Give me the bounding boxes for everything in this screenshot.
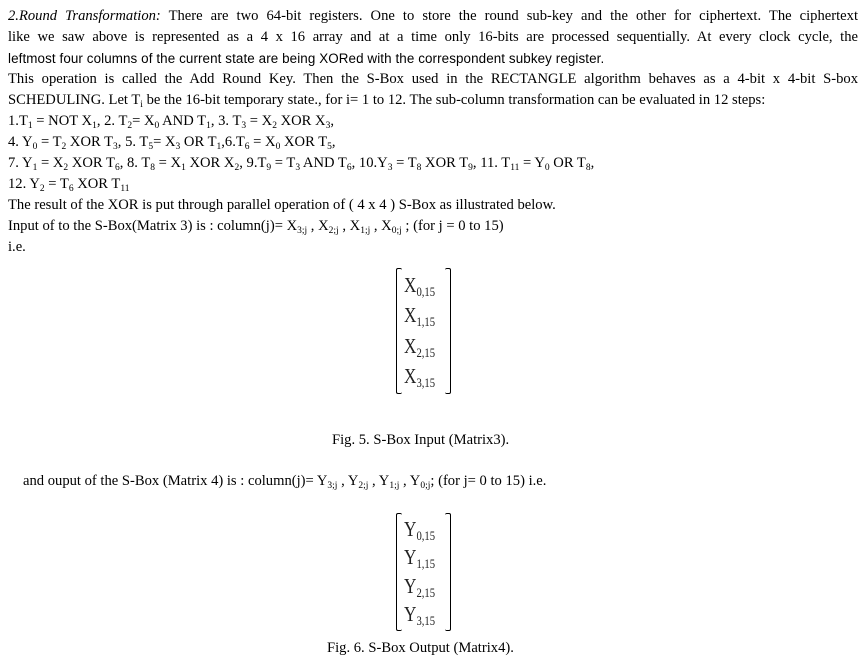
text-run: OR T [180, 134, 217, 150]
matrix-entry-symbol: Y [404, 545, 417, 570]
subscript: 0 [544, 163, 550, 173]
para2-line-2-b: be the 16-bit temporary state., for i= 1 to 12. The sub-column transformation can be evaluated in 12 steps: [142, 92, 766, 108]
text-run: = T [44, 176, 69, 192]
steps-row-3 [8, 153, 594, 174]
text-run: 1.T [8, 113, 28, 129]
text-run: XOR T [421, 155, 469, 171]
text-run: , X [370, 218, 392, 234]
text-run: = X [132, 113, 155, 129]
para1-line-3: leftmost four columns of the current state are being XORed with the correspondent subkey register. [8, 51, 605, 66]
subscript: 1 [27, 121, 33, 131]
text-run: and ouput of the S-Box (Matrix 4) is : column(j)= Y [23, 473, 328, 489]
subscript: 0 [154, 121, 160, 131]
matrix-entry-index: 3,15 [416, 613, 436, 629]
text-run: = T [37, 134, 62, 150]
matrix-entry [404, 573, 435, 600]
text-run: XOR X [276, 113, 326, 129]
text-run: = NOT X [32, 113, 93, 129]
text-run: XOR T [66, 134, 114, 150]
subscript: 3;j [297, 226, 308, 236]
matrix-entry-symbol: X [404, 364, 417, 389]
matrix-entry-symbol: Y [404, 573, 417, 598]
subscript: 2 [61, 142, 67, 152]
text-run: = X [37, 155, 64, 171]
text-run: XOR T [280, 134, 328, 150]
subscript: 2 [234, 163, 240, 173]
para1-line-1 [8, 6, 858, 27]
text-run: ; (for j= 0 to 15) i.e. [430, 473, 547, 489]
text-run: , 11. T [472, 155, 511, 171]
text-run: AND T [300, 155, 347, 171]
text-run: 4. Y [8, 134, 33, 150]
text-run: , [330, 113, 334, 129]
matrix-entry-symbol: X [404, 272, 417, 297]
matrix-entry-index: 3,15 [416, 375, 436, 391]
matrix-entry-symbol: X [404, 303, 417, 328]
subscript: 5 [148, 142, 154, 152]
text-run: XOR X [185, 155, 235, 171]
input-line [8, 216, 504, 237]
subscript: 3 [241, 121, 247, 131]
steps-row-4 [8, 174, 130, 195]
matrix-entry-index: 1,15 [416, 556, 436, 572]
subscript: 2 [127, 121, 133, 131]
text-run: = Y [519, 155, 545, 171]
subscript: 1 [181, 163, 186, 173]
text-run: XOR T [73, 176, 121, 192]
matrix-entry [404, 601, 435, 628]
output-line [23, 471, 546, 492]
right-bracket [445, 513, 451, 631]
text-run: , 3. T [210, 113, 242, 129]
steps-row-2 [8, 132, 336, 153]
text-run: AND T [159, 113, 207, 129]
subscript: i [140, 100, 143, 110]
subscript: 3 [113, 142, 118, 152]
subscript: 2 [272, 121, 277, 131]
subscript: 0 [32, 142, 38, 152]
subscript: 5 [327, 142, 332, 152]
text-run: , 8. T [119, 155, 151, 171]
subscript: 2 [63, 163, 69, 173]
subscript: 3 [325, 121, 331, 131]
matrix-entry-symbol: Y [404, 516, 417, 541]
matrix-entry [404, 516, 435, 543]
para1-line-1-text: There are two 64-bit registers. One to store the round sub-key and the other for ciphertext. The ciphertext [160, 8, 858, 24]
matrix-entry-index: 0,15 [416, 283, 436, 299]
subscript: 11 [510, 163, 520, 173]
right-bracket [445, 268, 451, 394]
matrix-entry-index: 1,15 [416, 314, 436, 330]
text-run: , 9.T [239, 155, 267, 171]
para2-line-2-a: SCHEDULING. Let T [8, 92, 141, 108]
subscript: 8 [150, 163, 155, 173]
text-run: 7. Y [8, 155, 33, 171]
subscript: 3 [295, 163, 301, 173]
text-run: = X [249, 134, 276, 150]
subscript: 1 [32, 163, 38, 173]
matrix-4-column [402, 513, 445, 631]
matrix-entry-index: 2,15 [416, 584, 436, 600]
steps-row-1 [8, 111, 334, 132]
text-run: , X [307, 218, 329, 234]
subscript: 3 [175, 142, 181, 152]
matrix-3 [396, 268, 451, 394]
subscript: 1 [216, 142, 222, 152]
para1-line-2: like we saw above is represented as a 4 x 16 array and at a time only 16-bits are processed sequentially. At every clock cycle, the [8, 29, 858, 45]
text-run: , Y [368, 473, 390, 489]
subscript: 6 [114, 163, 120, 173]
section-lead: 2.Round Transformation: [8, 8, 161, 24]
text-run: Input of to the S-Box(Matrix 3) is : column(j)= X [8, 218, 298, 234]
text-run: , [590, 155, 595, 171]
subscript: 1;j [360, 226, 371, 236]
matrix-entry-symbol: Y [404, 602, 417, 627]
subscript: 6 [68, 184, 74, 194]
para2-line-2 [8, 90, 765, 111]
subscript: 3;j [327, 481, 338, 491]
matrix-entry-index: 2,15 [416, 344, 436, 360]
matrix-entry [404, 363, 435, 390]
figure-5-caption: Fig. 5. S-Box Input (Matrix3). [332, 432, 510, 448]
text-run: ,6.T [221, 134, 245, 150]
text-run: = X [246, 113, 273, 129]
figure-6-caption: Fig. 6. S-Box Output (Matrix4). [327, 640, 514, 656]
matrix-entry [404, 544, 435, 571]
matrix-entry [404, 272, 435, 299]
subscript: 11 [120, 184, 130, 194]
text-run: XOR T [68, 155, 115, 171]
subscript: 3 [387, 163, 393, 173]
subscript: 9 [266, 163, 272, 173]
text-run: = X [154, 155, 182, 171]
subscript: 0 [275, 142, 281, 152]
text-run: OR T [549, 155, 586, 171]
text-run: 12. Y [8, 176, 40, 192]
subscript: 6 [244, 142, 250, 152]
text-run: , Y [399, 473, 421, 489]
text-run: = T [392, 155, 417, 171]
subscript: 2;j [358, 481, 369, 491]
subscript: 2 [39, 184, 45, 194]
matrix-entry [404, 302, 435, 329]
matrix-entry-index: 0,15 [416, 527, 436, 543]
text-run: , 5. T [117, 134, 149, 150]
subscript: 2;j [328, 226, 339, 236]
subscript: 9 [468, 163, 473, 173]
subscript: 8 [585, 163, 591, 173]
text-run: , X [338, 218, 361, 234]
subscript: 1 [206, 121, 211, 131]
text-run: = X [153, 134, 176, 150]
text-run: ; (for j = 0 to 15) [401, 218, 504, 234]
subscript: 8 [416, 163, 422, 173]
ie-label: i.e. [8, 239, 26, 255]
result-line: The result of the XOR is put through parallel operation of ( 4 x 4 ) S-Box as illustrated below. [8, 197, 556, 213]
subscript: 1 [92, 121, 97, 131]
text-run: , 10.Y [351, 155, 388, 171]
matrix-4 [396, 513, 451, 631]
text-run: , 2. T [96, 113, 128, 129]
text-run: , Y [337, 473, 359, 489]
text-run: = T [271, 155, 296, 171]
subscript: 6 [346, 163, 352, 173]
matrix-entry [404, 333, 435, 360]
subscript: 0;j [391, 226, 402, 236]
subscript: 0;j [420, 481, 431, 491]
subscript: 1;j [389, 481, 400, 491]
para2-line-1: This operation is called the Add Round Key. Then the S-Box used in the RECTANGLE algorithm behaves as a 4-bit x 4-bit S-box [8, 71, 858, 87]
text-run: , [331, 134, 336, 150]
matrix-entry-symbol: X [404, 333, 417, 358]
matrix-3-column [402, 268, 445, 394]
